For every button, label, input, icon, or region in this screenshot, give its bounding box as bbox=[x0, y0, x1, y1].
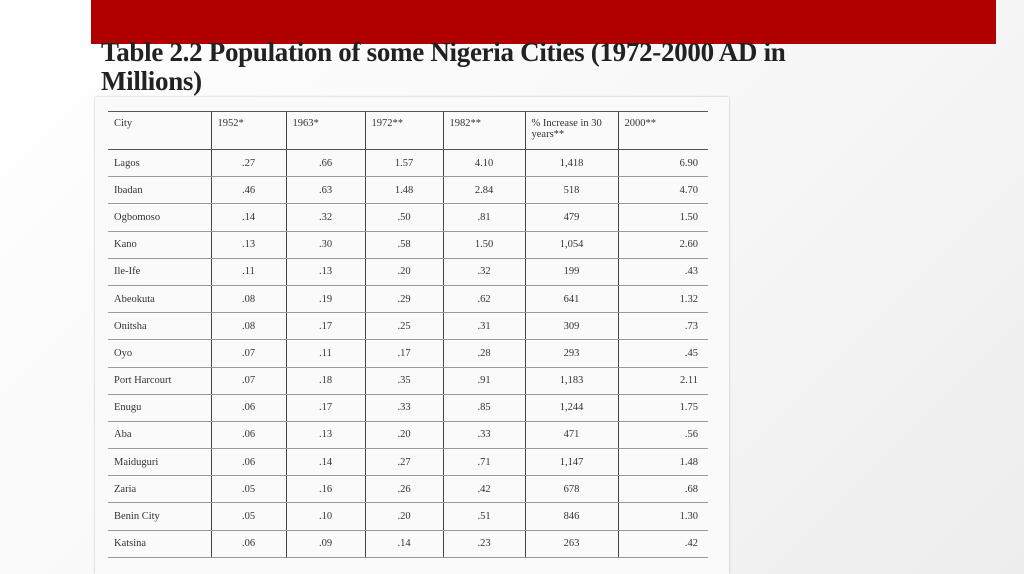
value-cell: 1,244 bbox=[525, 394, 618, 421]
column-header: 1963* bbox=[286, 112, 365, 150]
city-cell: Ogbomoso bbox=[108, 204, 211, 231]
column-header: % Increase in 30 years** bbox=[525, 112, 618, 150]
table-row bbox=[108, 150, 708, 177]
table-row bbox=[108, 530, 708, 557]
value-cell: 199 bbox=[525, 258, 618, 285]
value-cell: 1.32 bbox=[618, 285, 708, 312]
value-cell: 1.50 bbox=[618, 204, 708, 231]
value-cell: .17 bbox=[365, 340, 443, 367]
table-row bbox=[108, 421, 708, 448]
value-cell: .06 bbox=[211, 394, 286, 421]
value-cell: 4.70 bbox=[618, 177, 708, 204]
column-header: 1982** bbox=[443, 112, 525, 150]
value-cell: 309 bbox=[525, 313, 618, 340]
city-cell: Benin City bbox=[108, 503, 211, 530]
value-cell: .18 bbox=[286, 367, 365, 394]
city-cell: Enugu bbox=[108, 394, 211, 421]
value-cell: .20 bbox=[365, 421, 443, 448]
value-cell: 1.30 bbox=[618, 503, 708, 530]
value-cell: .85 bbox=[443, 394, 525, 421]
value-cell: 641 bbox=[525, 285, 618, 312]
value-cell: .27 bbox=[365, 449, 443, 476]
value-cell: .14 bbox=[365, 530, 443, 557]
value-cell: .11 bbox=[211, 258, 286, 285]
population-table bbox=[108, 111, 708, 558]
column-header: 2000** bbox=[618, 112, 708, 150]
value-cell: .63 bbox=[286, 177, 365, 204]
value-cell: .33 bbox=[365, 394, 443, 421]
value-cell: .09 bbox=[286, 530, 365, 557]
value-cell: .73 bbox=[618, 313, 708, 340]
value-cell: .08 bbox=[211, 313, 286, 340]
value-cell: .05 bbox=[211, 503, 286, 530]
city-cell: Aba bbox=[108, 421, 211, 448]
value-cell: .43 bbox=[618, 258, 708, 285]
value-cell: .46 bbox=[211, 177, 286, 204]
value-cell: 2.60 bbox=[618, 231, 708, 258]
value-cell: 1,183 bbox=[525, 367, 618, 394]
city-cell: Kano bbox=[108, 231, 211, 258]
value-cell: 479 bbox=[525, 204, 618, 231]
value-cell: 263 bbox=[525, 530, 618, 557]
value-cell: .33 bbox=[443, 421, 525, 448]
value-cell: .23 bbox=[443, 530, 525, 557]
value-cell: .06 bbox=[211, 421, 286, 448]
city-cell: Ile-Ife bbox=[108, 258, 211, 285]
value-cell: .20 bbox=[365, 503, 443, 530]
value-cell: .81 bbox=[443, 204, 525, 231]
city-cell: Ibadan bbox=[108, 177, 211, 204]
value-cell: .07 bbox=[211, 367, 286, 394]
column-header: 1972** bbox=[365, 112, 443, 150]
table-row bbox=[108, 258, 708, 285]
table-row bbox=[108, 367, 708, 394]
column-header: 1952* bbox=[211, 112, 286, 150]
table-row bbox=[108, 285, 708, 312]
value-cell: 1.57 bbox=[365, 150, 443, 177]
city-cell: Zaria bbox=[108, 476, 211, 503]
value-cell: .26 bbox=[365, 476, 443, 503]
value-cell: .45 bbox=[618, 340, 708, 367]
value-cell: .56 bbox=[618, 421, 708, 448]
value-cell: .25 bbox=[365, 313, 443, 340]
value-cell: .06 bbox=[211, 530, 286, 557]
table-row bbox=[108, 313, 708, 340]
value-cell: .35 bbox=[365, 367, 443, 394]
value-cell: .10 bbox=[286, 503, 365, 530]
table-row bbox=[108, 394, 708, 421]
city-cell: Maiduguri bbox=[108, 449, 211, 476]
value-cell: .14 bbox=[211, 204, 286, 231]
value-cell: .07 bbox=[211, 340, 286, 367]
value-cell: .17 bbox=[286, 313, 365, 340]
value-cell: .13 bbox=[211, 231, 286, 258]
value-cell: .17 bbox=[286, 394, 365, 421]
scanned-table-image bbox=[95, 97, 729, 574]
table-row bbox=[108, 204, 708, 231]
value-cell: .08 bbox=[211, 285, 286, 312]
value-cell: 6.90 bbox=[618, 150, 708, 177]
city-cell: Onitsha bbox=[108, 313, 211, 340]
value-cell: .11 bbox=[286, 340, 365, 367]
value-cell: 1.50 bbox=[443, 231, 525, 258]
city-cell: Oyo bbox=[108, 340, 211, 367]
value-cell: 1,418 bbox=[525, 150, 618, 177]
value-cell: 1.75 bbox=[618, 394, 708, 421]
value-cell: 2.11 bbox=[618, 367, 708, 394]
value-cell: 471 bbox=[525, 421, 618, 448]
value-cell: .51 bbox=[443, 503, 525, 530]
value-cell: .06 bbox=[211, 449, 286, 476]
value-cell: 293 bbox=[525, 340, 618, 367]
value-cell: .27 bbox=[211, 150, 286, 177]
value-cell: 518 bbox=[525, 177, 618, 204]
table-row bbox=[108, 231, 708, 258]
column-header: City bbox=[108, 112, 211, 150]
value-cell: 2.84 bbox=[443, 177, 525, 204]
table-row bbox=[108, 476, 708, 503]
value-cell: 1.48 bbox=[365, 177, 443, 204]
city-cell: Katsina bbox=[108, 530, 211, 557]
value-cell: .16 bbox=[286, 476, 365, 503]
table-body bbox=[108, 150, 708, 558]
value-cell: .32 bbox=[286, 204, 365, 231]
value-cell: .68 bbox=[618, 476, 708, 503]
value-cell: .30 bbox=[286, 231, 365, 258]
city-cell: Lagos bbox=[108, 150, 211, 177]
value-cell: .50 bbox=[365, 204, 443, 231]
value-cell: .66 bbox=[286, 150, 365, 177]
table-row bbox=[108, 340, 708, 367]
value-cell: .42 bbox=[443, 476, 525, 503]
slide-title: Table 2.2 Population of some Nigeria Cities (1972-2000 AD in Millions) bbox=[101, 37, 786, 96]
value-cell: .31 bbox=[443, 313, 525, 340]
table-row bbox=[108, 177, 708, 204]
table-header-row bbox=[108, 112, 708, 150]
table-row bbox=[108, 503, 708, 530]
value-cell: .62 bbox=[443, 285, 525, 312]
value-cell: 846 bbox=[525, 503, 618, 530]
value-cell: 1.48 bbox=[618, 449, 708, 476]
city-cell: Abeokuta bbox=[108, 285, 211, 312]
value-cell: .20 bbox=[365, 258, 443, 285]
value-cell: .19 bbox=[286, 285, 365, 312]
value-cell: 1,054 bbox=[525, 231, 618, 258]
value-cell: .58 bbox=[365, 231, 443, 258]
value-cell: .42 bbox=[618, 530, 708, 557]
value-cell: .13 bbox=[286, 258, 365, 285]
value-cell: 4.10 bbox=[443, 150, 525, 177]
value-cell: .28 bbox=[443, 340, 525, 367]
value-cell: .14 bbox=[286, 449, 365, 476]
value-cell: .71 bbox=[443, 449, 525, 476]
value-cell: .29 bbox=[365, 285, 443, 312]
city-cell: Port Harcourt bbox=[108, 367, 211, 394]
table-row bbox=[108, 449, 708, 476]
value-cell: 678 bbox=[525, 476, 618, 503]
value-cell: .13 bbox=[286, 421, 365, 448]
value-cell: .05 bbox=[211, 476, 286, 503]
value-cell: 1,147 bbox=[525, 449, 618, 476]
value-cell: .91 bbox=[443, 367, 525, 394]
value-cell: .32 bbox=[443, 258, 525, 285]
